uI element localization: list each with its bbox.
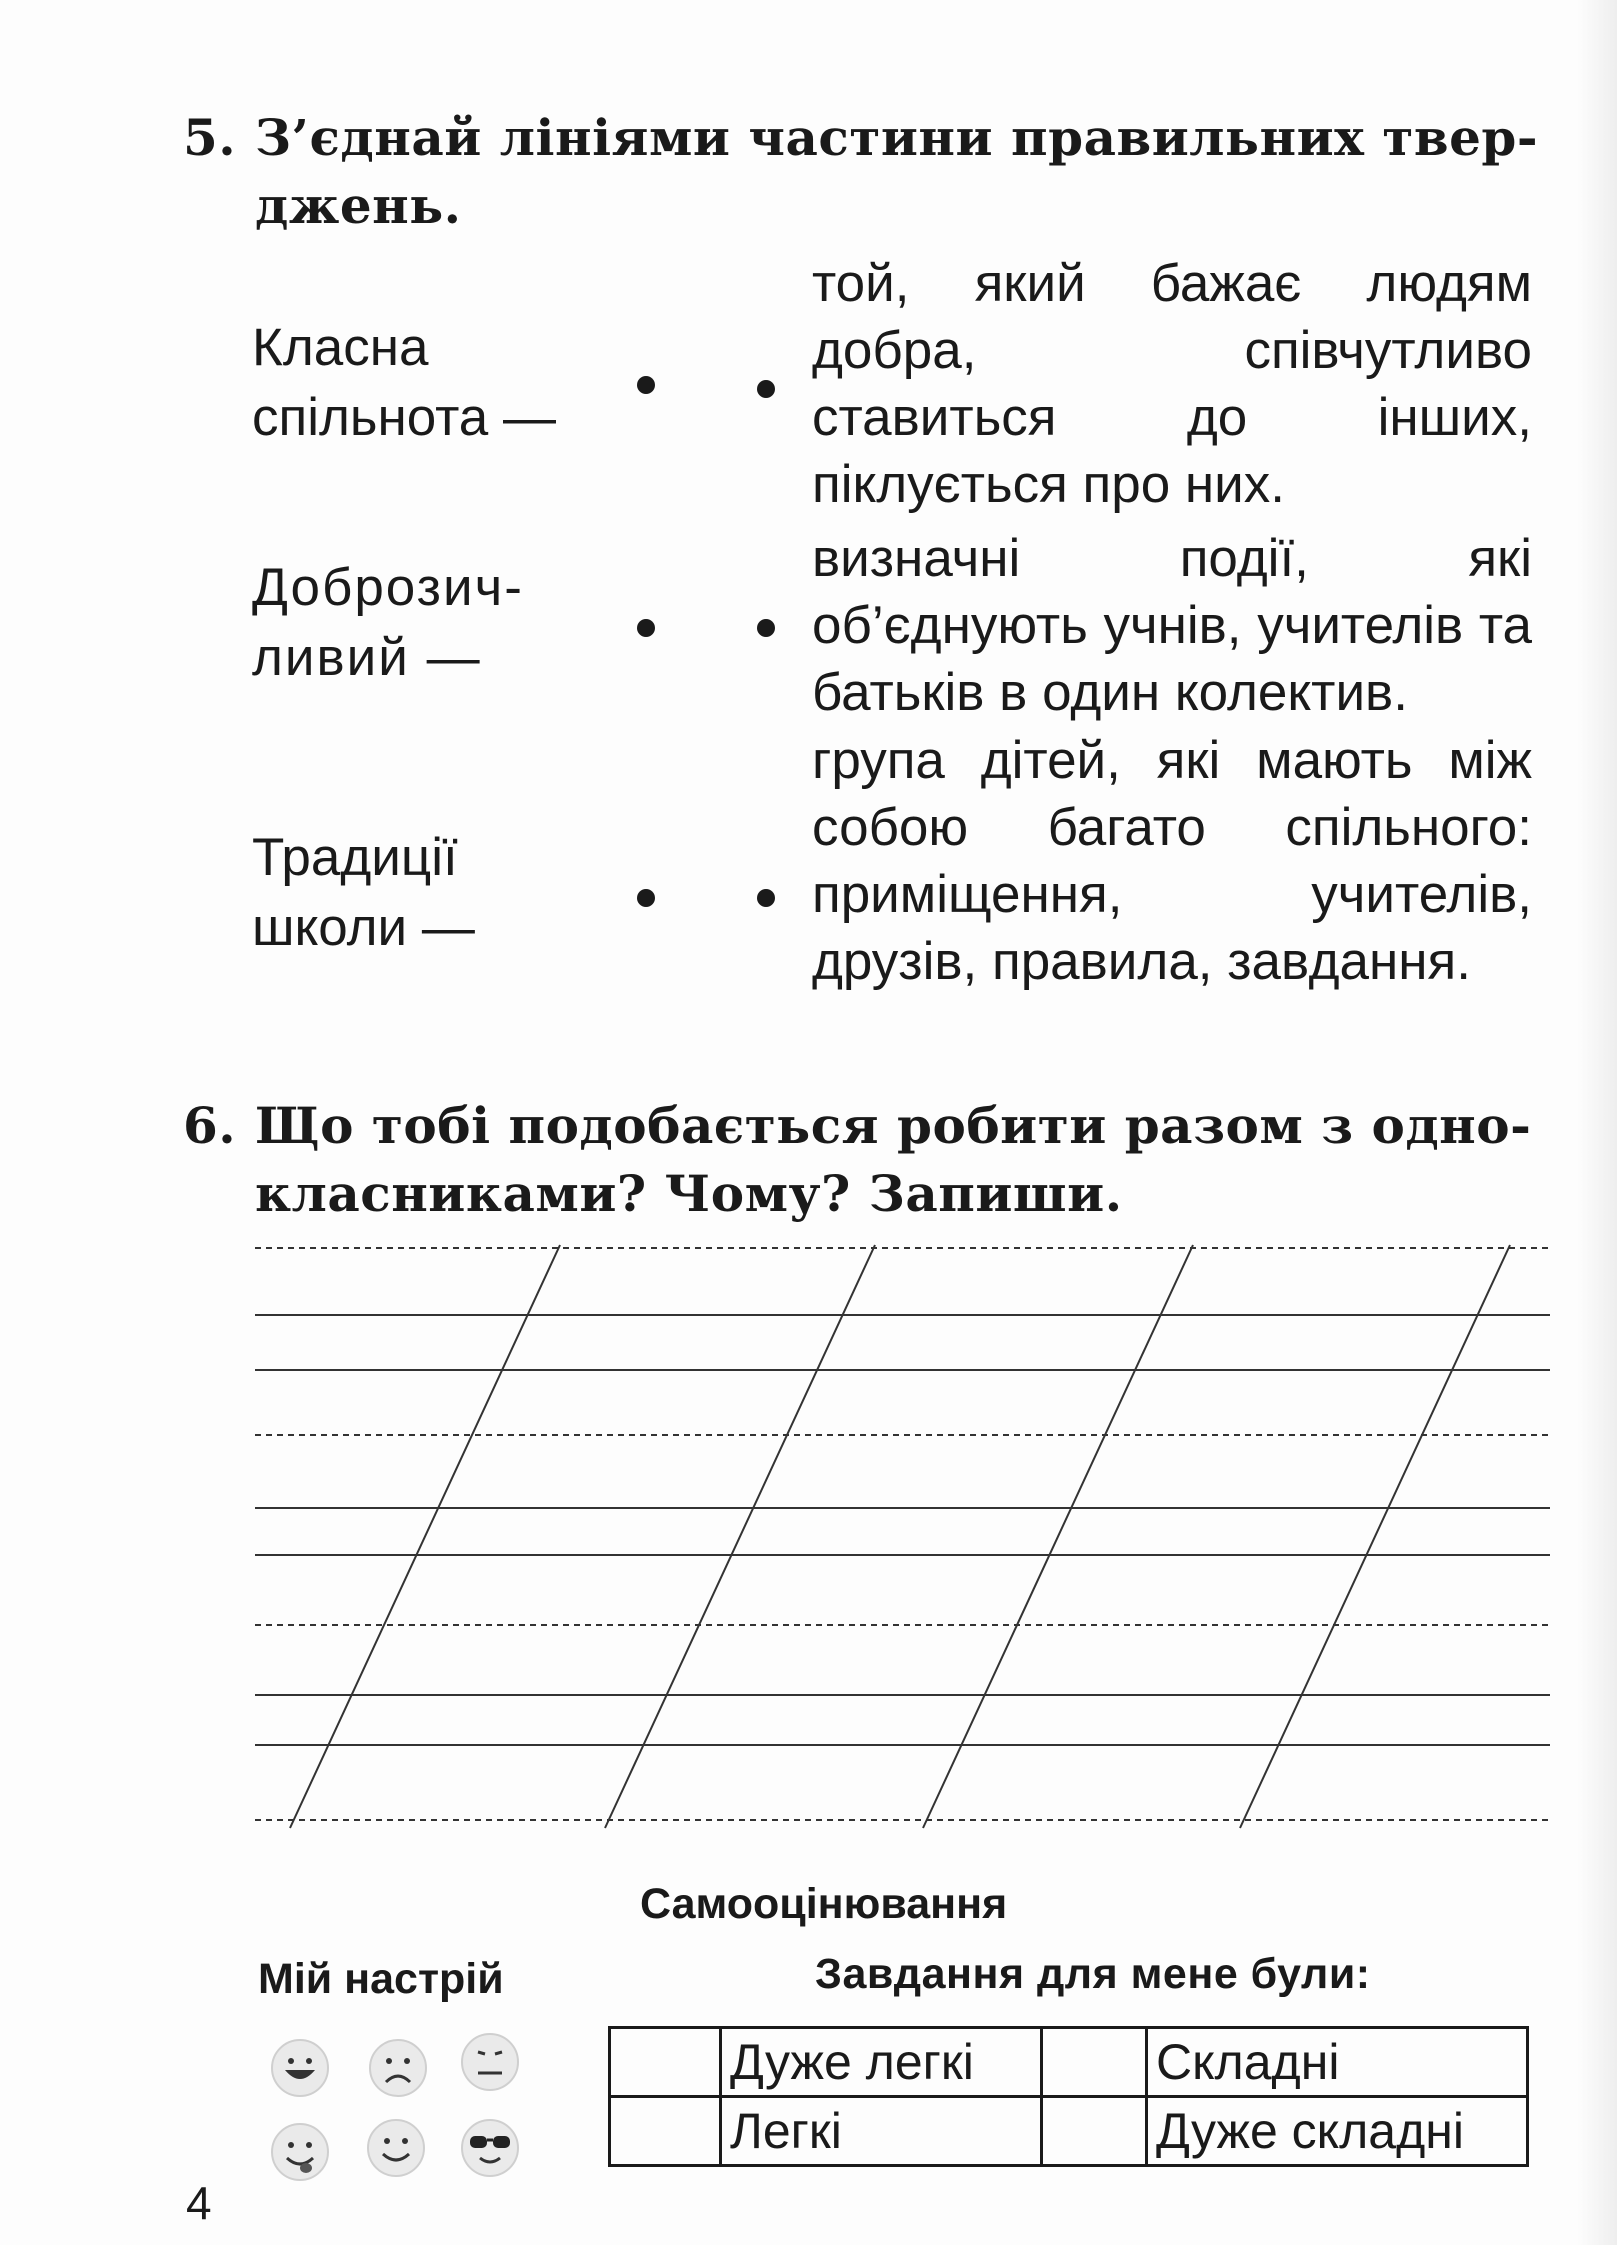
slant-line — [290, 1245, 560, 1828]
checkbox-easy[interactable] — [610, 2097, 721, 2166]
neutral-face-icon[interactable] — [458, 2030, 522, 2094]
option-hard: Складні — [1147, 2028, 1528, 2097]
sunglasses-face-icon[interactable] — [458, 2116, 522, 2180]
checkbox-hard[interactable] — [1042, 2028, 1147, 2097]
option-very-easy: Дуже легкі — [721, 2028, 1042, 2097]
definition-benevolent: той, який бажає людям добра, співчутливо ставиться до інших, піклується про них. — [812, 254, 1532, 514]
table-row — [610, 2028, 1528, 2097]
sad-face-icon[interactable] — [366, 2036, 430, 2100]
definition-traditions: визначні події, які об’єднують учнів, учителів та батьків в один колектив. — [812, 529, 1532, 722]
tasks-difficulty-title: Завдання для мене були: — [815, 1950, 1371, 1998]
page-edge-shadow — [1577, 0, 1617, 2245]
difficulty-table — [608, 2026, 1529, 2167]
task5-title-line1 — [183, 104, 1538, 172]
match-dot-left-1[interactable] — [637, 376, 655, 394]
term-class-community — [252, 313, 556, 453]
match-dot-left-2[interactable] — [637, 619, 655, 637]
task5-title-text: З’єднай лініями частини правильних твер- — [255, 108, 1539, 167]
table-row — [610, 2097, 1528, 2166]
task6-title-text: Що тобі подобається робити разом з одно- — [255, 1096, 1532, 1155]
term-school-traditions — [252, 823, 475, 963]
definition-class-community: група дітей, які мають між собою багато спільного: приміщення, учителів, друзів, правила, завдання. — [812, 731, 1532, 991]
match-dot-right-3[interactable] — [757, 889, 775, 907]
slant-line — [605, 1245, 875, 1828]
term-line: Традиції — [252, 828, 458, 887]
term-line: школи — — [252, 898, 475, 957]
checkbox-very-hard[interactable] — [1042, 2097, 1147, 2166]
term-line: Класна — [252, 318, 429, 377]
smiling-face-icon[interactable] — [364, 2116, 428, 2180]
mood-title: Мій настрій — [258, 1955, 504, 2003]
match-dot-left-3[interactable] — [637, 889, 655, 907]
match-dot-right-2[interactable] — [757, 619, 775, 637]
option-very-hard: Дуже складні — [1147, 2097, 1528, 2166]
option-easy: Легкі — [721, 2097, 1042, 2166]
tongue-face-icon[interactable] — [268, 2120, 332, 2184]
handwriting-lines[interactable] — [255, 1230, 1555, 1840]
term-line: Доброзич- — [252, 558, 524, 617]
self-assessment-title: Самооцінювання — [640, 1880, 1008, 1928]
checkbox-very-easy[interactable] — [610, 2028, 721, 2097]
task5-number: 5. — [183, 108, 237, 167]
match-dot-right-1[interactable] — [757, 380, 775, 398]
task6-title-line1 — [183, 1092, 1531, 1160]
slant-line — [923, 1245, 1193, 1828]
task5-title-line2: джень. — [255, 176, 462, 235]
page-number: 4 — [186, 2177, 212, 2229]
task6-title-line2: класниками? Чому? Запиши. — [255, 1164, 1123, 1223]
term-line: ливий — — [252, 628, 482, 687]
task6-title — [183, 1092, 1531, 1228]
term-benevolent — [252, 553, 524, 693]
term-line: спільнота — — [252, 388, 556, 447]
task5-title — [183, 104, 1538, 240]
laughing-face-icon[interactable] — [268, 2036, 332, 2100]
slant-line — [1240, 1245, 1510, 1828]
task6-number: 6. — [183, 1096, 237, 1155]
